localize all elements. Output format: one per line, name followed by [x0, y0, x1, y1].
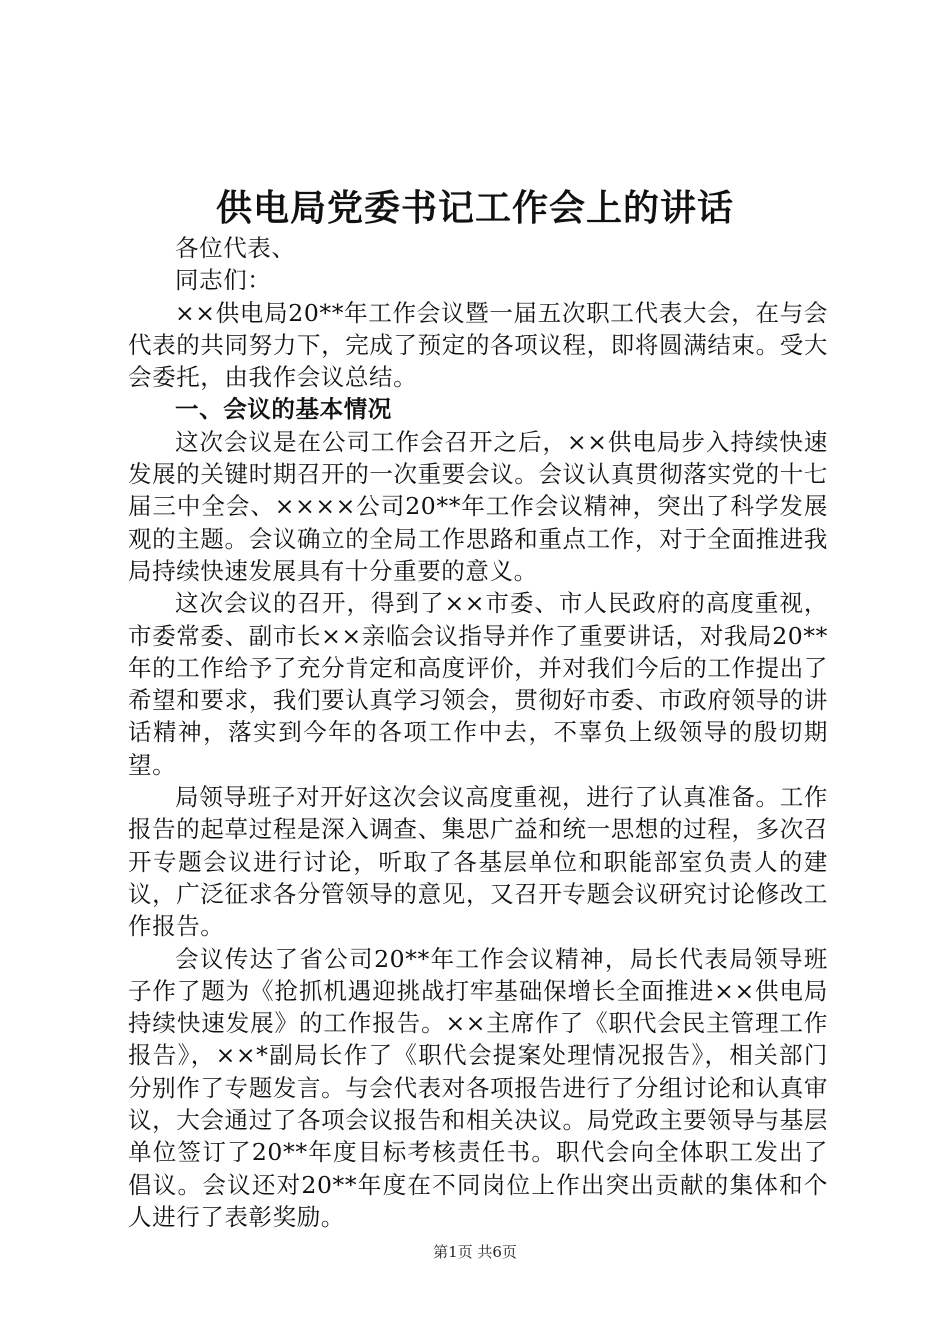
body-paragraph: 局领导班子对开好这次会议高度重视，进行了认真准备。工作报告的起草过程是深入调查、集思广益和统一思想的过程，多次召开专题会议进行讨论，听取了各基层单位和职能部室负责人的建议，广泛征求各分管领导的意见，又召开专题会议研究讨论修改工作报告。 — [128, 783, 828, 941]
body-paragraph: 这次会议是在公司工作会召开之后，××供电局步入持续快速发展的关键时期召开的一次重要会议。会议认真贯彻落实党的十七届三中全会、××××公司20**年工作会议精神，突出了科学发展观的主题。会议确立的全局工作思路和重点工作，对于全面推进我局持续快速发展具有十分重要的意义。 — [128, 427, 828, 585]
salutation-line: 各位代表、 — [175, 234, 296, 262]
section-heading: 一、会议的基本情况 — [175, 395, 392, 424]
intro-paragraph: ××供电局20**年工作会议暨一届五次职工代表大会，在与会代表的共同努力下，完成了预定的各项议程，即将圆满结束。受大会委托，由我作会议总结。 — [128, 298, 828, 392]
salutation-line: 同志们： — [175, 266, 272, 295]
document-title: 供电局党委书记工作会上的讲话 — [215, 187, 734, 229]
page-indicator: 第1页 共6页 — [433, 1243, 517, 1261]
document-body — [128, 232, 828, 1233]
body-paragraph: 会议传达了省公司20**年工作会议精神，局长代表局领导班子作了题为《抢抓机遇迎挑战打牢基础保增长全面推进××供电局持续快速发展》的工作报告。××主席作了《职代会民主管理工作报告》，××*副局长作了《职代会提案处理情况报告》，相关部门分别作了专题发言。与会代表对各项报告进行了分组讨论和认真审议，大会通过了各项会议报告和相关决议。局党政主要领导与基层单位签订了20**年度目标考核责任书。职代会向全体职工发出了倡议。会议还对20**年度在不同岗位上作出突出贡献的集体和个人进行了表彰奖励。 — [128, 944, 828, 1231]
body-paragraph: 这次会议的召开，得到了××市委、市人民政府的高度重视，市委常委、副市长××亲临会议指导并作了重要讲话，对我局20**年的工作给予了充分肯定和高度评价，并对我们今后的工作提出了希望和要求，我们要认真学习领会，贯彻好市委、市政府领导的讲话精神，落实到今年的各项工作中去，不辜负上级领导的殷切期望。 — [128, 589, 828, 779]
